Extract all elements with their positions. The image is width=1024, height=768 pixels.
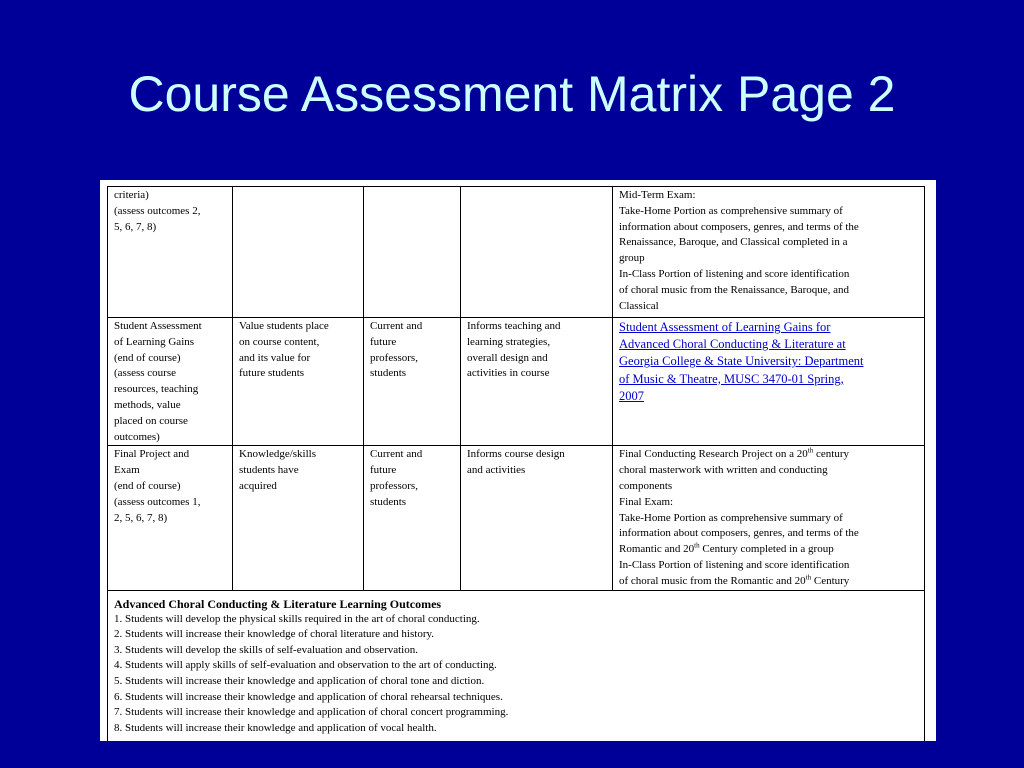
document-scan xyxy=(100,180,936,741)
assessment-matrix-table xyxy=(107,186,925,741)
table-row xyxy=(108,446,925,590)
list-item: 7. Students will increase their knowledge and application of choral concert programming. xyxy=(114,706,509,719)
table-row xyxy=(108,187,925,318)
empty-cell xyxy=(364,187,461,318)
list-item: 3. Students will develop the skills of self-evaluation and observation. xyxy=(114,643,418,656)
outcomes-heading: Advanced Choral Conducting & Literature Learning Outcomes xyxy=(114,596,442,611)
salg-survey-link[interactable]: Student Assessment of Learning Gains for Advanced Choral Conducting & Literature at Georgia College & State University: Department of Music & Theatre, MUSC 3470-01 Spring, 2007 xyxy=(619,320,864,403)
empty-cell xyxy=(461,187,613,318)
purpose-cell: Value students place on course content, and its value for future students xyxy=(233,318,364,446)
list-item: 8. Students will increase their knowledge and application of vocal health. xyxy=(114,721,437,734)
list-item: 6. Students will increase their knowledge and application of choral rehearsal techniques. xyxy=(114,690,503,703)
list-item: 4. Students will apply skills of self-evaluation and observation to the art of conducting. xyxy=(114,659,497,672)
learning-outcomes-cell xyxy=(108,590,925,741)
instrument-cell: Mid-Term Exam: Take-Home Portion as comprehensive summary of information about composers, genres, and terms of the Renaissance, Baroque, and Classical completed in a group In-Class Portion of listening and score identification of choral music from the Renaissance, Baroque, and Classical xyxy=(613,187,925,318)
list-item: 2. Students will increase their knowledge of choral literature and history. xyxy=(114,628,435,641)
use-cell: Informs course design and activities xyxy=(461,446,613,590)
audience-cell: Current and future professors, students xyxy=(364,318,461,446)
empty-cell xyxy=(233,187,364,318)
use-cell: Informs teaching and learning strategies, overall design and activities in course xyxy=(461,318,613,446)
assessment-cell: Student Assessment of Learning Gains (end of course) (assess course resources, teaching methods, value placed on course outcomes) xyxy=(108,318,233,446)
instrument-cell xyxy=(613,318,925,446)
purpose-cell: Knowledge/skills students have acquired xyxy=(233,446,364,590)
audience-cell: Current and future professors, students xyxy=(364,446,461,590)
instrument-cell: Final Conducting Research Project on a 20th century choral masterwork with written and conducting components Final Exam: Take-Home Portion as comprehensive summary of information about composers, genres, and terms of the Romantic and 20th Century completed in a group In-Class Portion of listening and score identification of choral music from the Romantic and 20th Century xyxy=(613,446,925,590)
table-row xyxy=(108,318,925,446)
list-item: 5. Students will increase their knowledge and application of choral tone and diction. xyxy=(114,674,485,687)
assessment-cell: criteria) (assess outcomes 2, 5, 6, 7, 8) xyxy=(108,187,233,318)
outcomes-row xyxy=(108,590,925,741)
assessment-cell: Final Project and Exam (end of course) (assess outcomes 1, 2, 5, 6, 7, 8) xyxy=(108,446,233,590)
slide-title: Course Assessment Matrix Page 2 xyxy=(128,66,896,122)
list-item: 1. Students will develop the physical skills required in the art of choral conducting. xyxy=(114,612,480,625)
